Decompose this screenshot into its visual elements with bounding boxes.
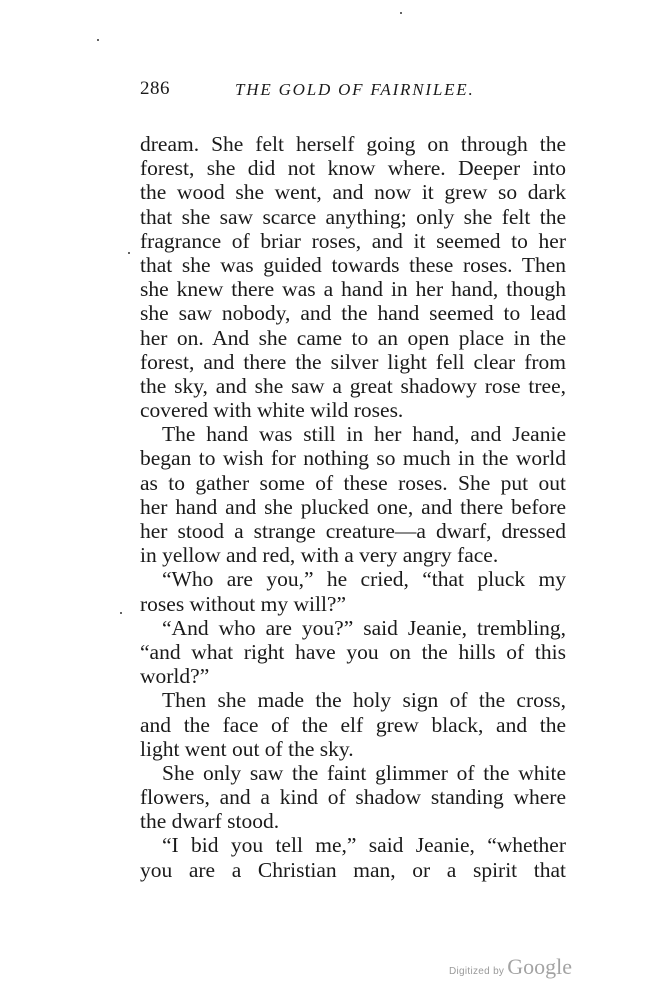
text-line: dream. She felt herself going on through the [140, 132, 566, 156]
text-line: “Who are you,” he cried, “that pluck my [162, 567, 566, 592]
page-number: 286 [140, 78, 170, 99]
text-line: “and what right have you on the hills of this [140, 639, 566, 664]
text-line: fragrance of briar roses, and it seemed to her [140, 228, 566, 253]
text-line: her hand and she plucked one, and there before [140, 494, 566, 519]
text-line: and the face of the elf grew black, and the [140, 712, 566, 737]
running-title: THE GOLD OF FAIRNILEE. [235, 80, 475, 99]
body-text [140, 132, 566, 882]
text-line: “And who are you?” said Jeanie, trembling, [162, 615, 566, 640]
text-line: world?” [140, 664, 210, 689]
text-line: “I bid you tell me,” said Jeanie, “whether [162, 833, 566, 858]
text-line: her stood a strange creature—a dwarf, dressed [140, 519, 566, 543]
text-line: that she was guided towards these roses. Then [140, 252, 566, 277]
text-line: that she saw scarce anything; only she felt the [140, 204, 566, 229]
text-line: began to wish for nothing so much in the world [140, 446, 566, 471]
text-line: The hand was still in her hand, and Jeanie [162, 422, 566, 447]
watermark-prefix: Digitized by [448, 966, 505, 977]
text-line: roses without my will?” [140, 591, 347, 616]
text-line: in yellow and red, with a very angry face. [140, 543, 499, 568]
text-line: she saw nobody, and the hand seemed to lead [140, 301, 566, 326]
scan-speck [120, 612, 122, 614]
text-line: you are a Christian man, or a spirit that [140, 857, 566, 882]
scan-speck [400, 12, 402, 14]
text-line: She only saw the faint glimmer of the white [162, 760, 566, 785]
scan-speck [97, 39, 99, 41]
text-line: the sky, and she saw a great shadowy rose tree, [140, 373, 566, 398]
text-line: forest, she did not know where. Deeper into [140, 156, 566, 181]
text-line: covered with white wild roses. [140, 398, 404, 423]
running-head [140, 78, 570, 104]
scan-speck [128, 252, 130, 254]
text-line: Then she made the holy sign of the cross, [162, 688, 566, 713]
text-line: the dwarf stood. [140, 809, 280, 834]
google-logo: Google [507, 954, 572, 979]
text-line: light went out of the sky. [140, 736, 354, 761]
text-line: the wood she went, and now it grew so dark [140, 180, 566, 205]
digitized-watermark [449, 954, 572, 980]
text-line: forest, and there the silver light fell clear from [140, 349, 566, 374]
text-line: she knew there was a hand in her hand, though [140, 277, 566, 302]
text-line: her on. And she came to an open place in the [140, 325, 566, 350]
text-line: as to gather some of these roses. She put out [140, 470, 566, 495]
text-line: flowers, and a kind of shadow standing where [140, 785, 566, 810]
